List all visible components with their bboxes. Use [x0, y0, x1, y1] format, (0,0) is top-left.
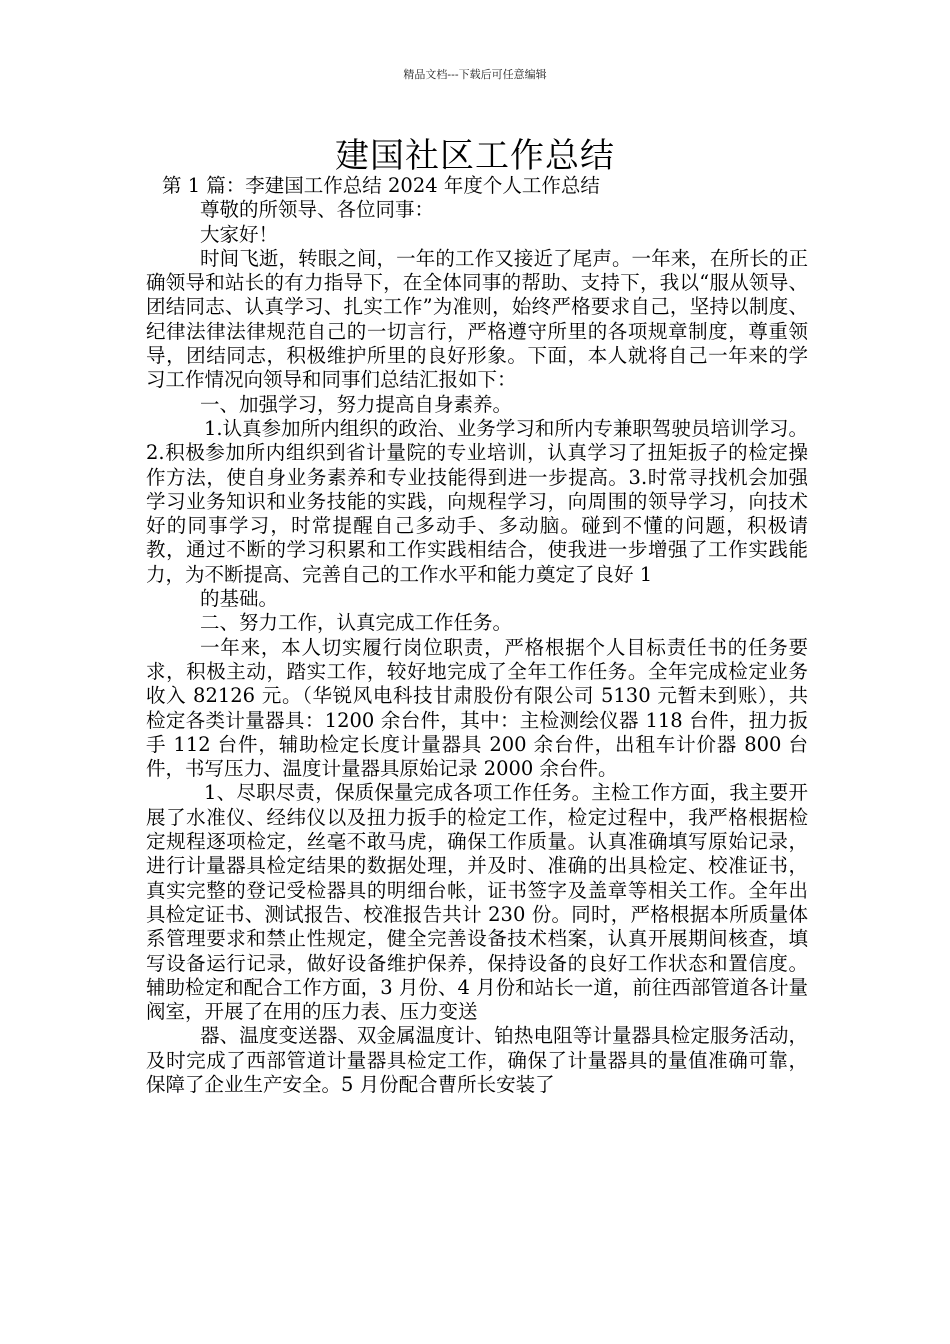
paragraph-work: 一年来，本人切实履行岗位职责，严格根据个人目标责任书的任务要求，积极主动，踏实工作，较好地完成了全年工作任务。全年完成检定业务收入 82126 元。（华锐风电科技甘肃股份有限公司 5130 元暂未到账），共检定各类计量器具：1200 余台件，其中：主检测绘仪器 118 台件，扭力扳手 112 台件，辅助检定长度计量器具 200 余台件，出租车计价器 800 台件，书写压力、温度计量器具原始记录 2000 余台件。	[146, 635, 808, 781]
page-header-note: 精品文档---下载后可任意编辑	[403, 68, 547, 81]
heading-study: 一、加强学习，努力提高自身素养。	[200, 392, 513, 416]
paragraph-continuation: 的基础。	[200, 587, 279, 611]
paragraph-duties: 1、尽职尽责，保质保量完成各项工作任务。主检工作方面，我主要开展了水准仪、经纬仪以及扭力扳手的检定工作，检定过程中，我严格根据检定规程逐项检定，丝毫不敢马虎，确保工作质量。认真准确填写原始记录，进行计量器具检定结果的数据处理，并及时、准确的出具检定、校准证书，真实完整的登记受检器具的明细台帐，证书签字及盖章等相关工作。全年出具检定证书、测试报告、校准报告共计 230 份。同时，严格根据本所质量体系管理要求和禁止性规定，健全完善设备技术档案，认真开展期间核查，填写设备运行记录，做好设备维护保养，保持设备的良好工作状态和置信度。辅助检定和配合工作方面，3 月份、4 月份和站长一道，前往西部管道各计量阀室，开展了在用的压力表、压力变送	[146, 781, 808, 1024]
paragraph-study: 1.认真参加所内组织的政治、业务学习和所内专兼职驾驶员培训学习。2.积极参加所内组织到省计量院的专业培训，认真学习了扭矩扳子的检定操作方法，使自身业务素养和专业技能得到进一步提高。3.时常寻找机会加强学习业务知识和业务技能的实践，向规程学习，向周围的领导学习，向技术好的同事学习，时常提醒自己多动手、多动脑。碰到不懂的问题，积极请教，通过不断的学习积累和工作实践相结合，使我进一步增强了工作实践能力，为不断提高、完善自己的工作水平和能力奠定了良好 1	[146, 416, 808, 586]
heading-work: 二、努力工作，认真完成工作任务。	[200, 611, 513, 635]
salutation: 尊敬的所领导、各位同事：	[200, 198, 435, 222]
paragraph-duties-continued: 器、温度变送器、双金属温度计、铂热电阻等计量器具检定服务活动，及时完成了西部管道计量器具检定工作，确保了计量器具的量值准确可靠，保障了企业生产安全。5 月份配合曹所长安装了	[146, 1024, 808, 1096]
document-title: 建国社区工作总结	[335, 136, 615, 176]
greeting: 大家好！	[200, 222, 279, 246]
paragraph-intro: 时间飞逝，转眼之间，一年的工作又接近了尾声。一年来，在所长的正确领导和站长的有力指导下，在全体同事的帮助、支持下，我以“服从领导、团结同志、认真学习、扎实工作”为准则，始终严格要求自己，坚持以制度、纪律法律法律规范自己的一切言行，严格遵守所里的各项规章制度，尊重领导，团结同志，积极维护所里的良好形象。下面，本人就将自己一年来的学习工作情况向领导和同事们总结汇报如下：	[146, 246, 808, 392]
document-body	[146, 174, 808, 1097]
section-heading: 第 1 篇：李建国工作总结 2024 年度个人工作总结	[162, 174, 600, 197]
